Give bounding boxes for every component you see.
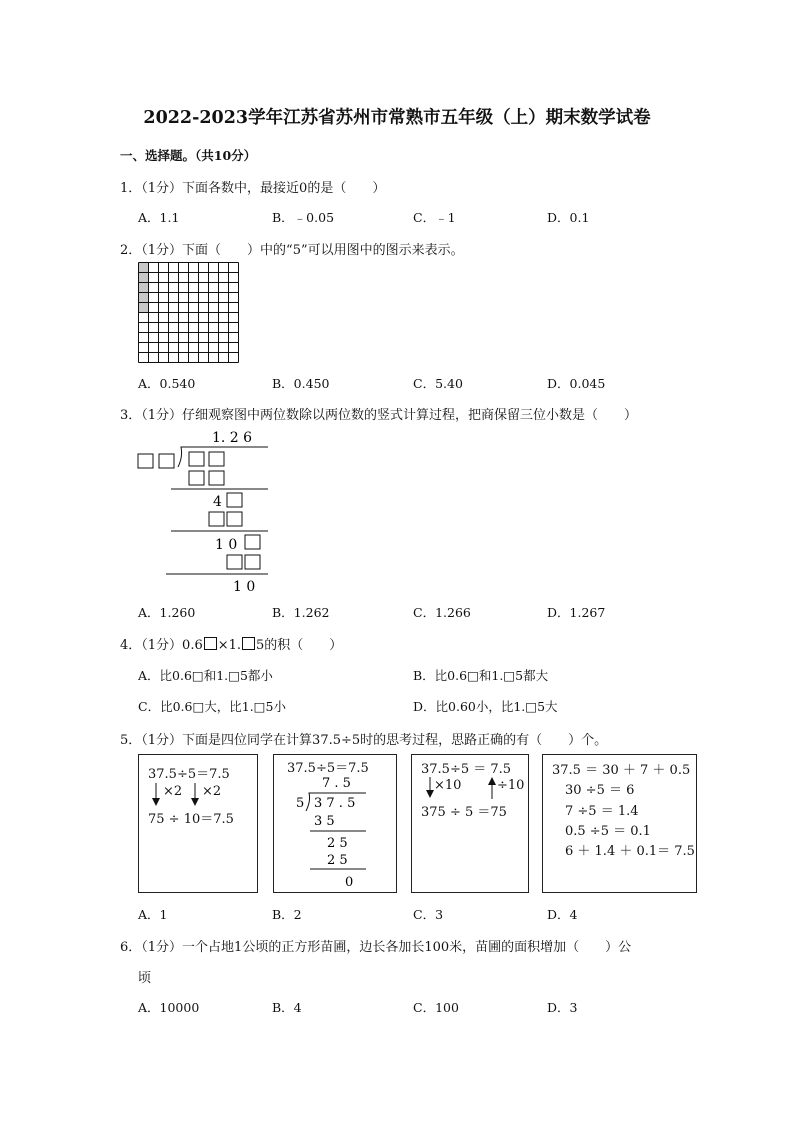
- dividend-blank-1: [189, 452, 204, 466]
- q3-option-a[interactable]: A．1.260: [138, 605, 196, 620]
- box4-line5: 6 ＋ 1.4 ＋ 0.1＝ 7.5: [565, 844, 695, 859]
- q4-option-b[interactable]: B．比0.6□和1.□5都大: [413, 668, 549, 683]
- q4-option-a[interactable]: A．比0.6□和1.□5都小: [138, 668, 273, 683]
- q2-option-b[interactable]: B．0.450: [272, 376, 330, 391]
- q4-option-d[interactable]: D．比0.60小，比1.□5大: [413, 699, 558, 714]
- section-heading: 一、选择题。（共10分）: [120, 148, 257, 163]
- question-6-stem-cont: 顷: [138, 971, 152, 986]
- box2-divisor: 5: [296, 796, 305, 811]
- box4-line3: 7 ÷5 ＝ 1.4: [565, 804, 639, 819]
- digit-blank-2: [242, 637, 255, 650]
- step1-blank: [227, 493, 242, 507]
- division-quotient: 1. 2 6: [212, 430, 253, 446]
- divisor-blank-1: [138, 454, 153, 468]
- thinking-box-2: [273, 754, 397, 893]
- q5-option-c[interactable]: C．3: [413, 907, 444, 922]
- question-4-stem: [120, 634, 342, 653]
- box1-line1: 37.5÷5＝7.5: [148, 767, 230, 782]
- q1-option-d[interactable]: D．0.1: [547, 210, 590, 225]
- box1-multiply-1: ×2: [163, 784, 183, 799]
- q2-option-d[interactable]: D．0.045: [547, 376, 606, 391]
- q1-option-c[interactable]: C．﹣1: [413, 210, 456, 225]
- q5-option-b[interactable]: B．2: [272, 907, 302, 922]
- box1-multiply-2: ×2: [202, 784, 222, 799]
- step1-product-blank-2: [227, 512, 242, 526]
- dividend-blank-2: [209, 452, 224, 466]
- division-bracket: [178, 447, 268, 467]
- q4-option-c[interactable]: C．比0.6□大，比1.□5小: [138, 699, 286, 714]
- box3-multiply: ×10: [434, 778, 462, 793]
- grid-shaded-cell: [139, 293, 149, 303]
- q3-option-b[interactable]: B．1.262: [272, 605, 330, 620]
- q5-option-d[interactable]: D．4: [547, 907, 578, 922]
- box3-line1: 37.5÷5 ＝ 7.5: [421, 762, 512, 777]
- question-1-stem: 1．（1分）下面各数中，最接近0的是（ ）: [120, 181, 386, 196]
- step2-product-blank-2: [245, 555, 260, 569]
- q4-stem-part-c: 5的积（ ）: [256, 638, 343, 653]
- step2-digits: 1 0: [215, 537, 238, 553]
- question-5-stem: 5．（1分）下面是四位同学在计算37.5÷5时的思考过程，思路正确的有（ ）个。: [120, 733, 608, 748]
- step1-product-blank-1: [209, 512, 224, 526]
- question-3-stem: 3．（1分）仔细观察图中两位数除以两位数的竖式计算过程，把商保留三位小数是（ ）: [120, 408, 638, 423]
- box3-line2: 375 ÷ 5 ＝75: [421, 805, 507, 820]
- box4-line2: 30 ÷5 ＝ 6: [565, 783, 635, 798]
- step2-product-blank-1: [227, 555, 242, 569]
- q4-stem-part-a: 4．（1分）0.6: [120, 638, 203, 653]
- division-remainder: 1 0: [233, 579, 256, 595]
- thinking-box-3: [411, 754, 529, 893]
- box2-quotient: 7 . 5: [322, 776, 351, 791]
- thinking-box-4: [542, 754, 697, 893]
- q6-option-a[interactable]: A．10000: [138, 1000, 200, 1015]
- box2-line1: 37.5÷5＝7.5: [287, 761, 369, 776]
- box2-remainder: 0: [345, 875, 354, 890]
- product-blank-2: [209, 471, 224, 485]
- q5-option-a[interactable]: A．1: [138, 907, 168, 922]
- product-blank-1: [189, 471, 204, 485]
- box2-long-division: [292, 773, 392, 891]
- step2-blank: [245, 535, 260, 549]
- q2-option-a[interactable]: A．0.540: [138, 376, 196, 391]
- box4-line1: 37.5 ＝ 30 ＋ 7 ＋ 0.5: [552, 763, 691, 778]
- question-2-stem: 2．（1分）下面（ ）中的“5”可以用图中的图示来表示。: [120, 243, 464, 258]
- grid-shaded-cell: [139, 283, 149, 293]
- q2-option-c[interactable]: C．5.40: [413, 376, 463, 391]
- grid-shaded-cell: [139, 303, 149, 313]
- digit-blank-1: [204, 637, 217, 650]
- q6-option-d[interactable]: D．3: [547, 1000, 578, 1015]
- q3-option-d[interactable]: D．1.267: [547, 605, 606, 620]
- step1-digit: 4: [213, 494, 222, 510]
- q3-option-c[interactable]: C．1.266: [413, 605, 471, 620]
- box2-step3: 2 5: [327, 853, 348, 868]
- thinking-box-1: [138, 754, 258, 893]
- box4-line4: 0.5 ÷5 ＝ 0.1: [565, 824, 651, 839]
- box1-line2: 75 ÷ 10＝7.5: [148, 812, 234, 827]
- grid-shaded-cell: [139, 263, 149, 273]
- q1-option-a[interactable]: A．1.1: [138, 210, 180, 225]
- box2-step1: 3 5: [314, 814, 335, 829]
- page-title: 2022-2023学年江苏省苏州市常熟市五年级（上）期末数学试卷: [143, 108, 651, 128]
- q6-option-c[interactable]: C．100: [413, 1000, 459, 1015]
- grid-shaded-cell: [139, 273, 149, 283]
- long-division-figure: [134, 425, 279, 597]
- divisor-blank-2: [159, 454, 174, 468]
- q1-option-b[interactable]: B．﹣0.05: [272, 210, 335, 225]
- q6-option-b[interactable]: B．4: [272, 1000, 302, 1015]
- box3-divide: ÷10: [497, 778, 525, 793]
- question-6-stem: 6．（1分）一个占地1公顷的正方形苗圃，边长各加长100米，苗圃的面积增加（ ）公: [120, 940, 632, 955]
- q4-stem-part-b: ×1.: [217, 638, 242, 653]
- hundred-grid-figure: [138, 262, 240, 364]
- box2-step2: 2 5: [327, 836, 348, 851]
- box2-dividend: 3 7 . 5: [314, 796, 356, 811]
